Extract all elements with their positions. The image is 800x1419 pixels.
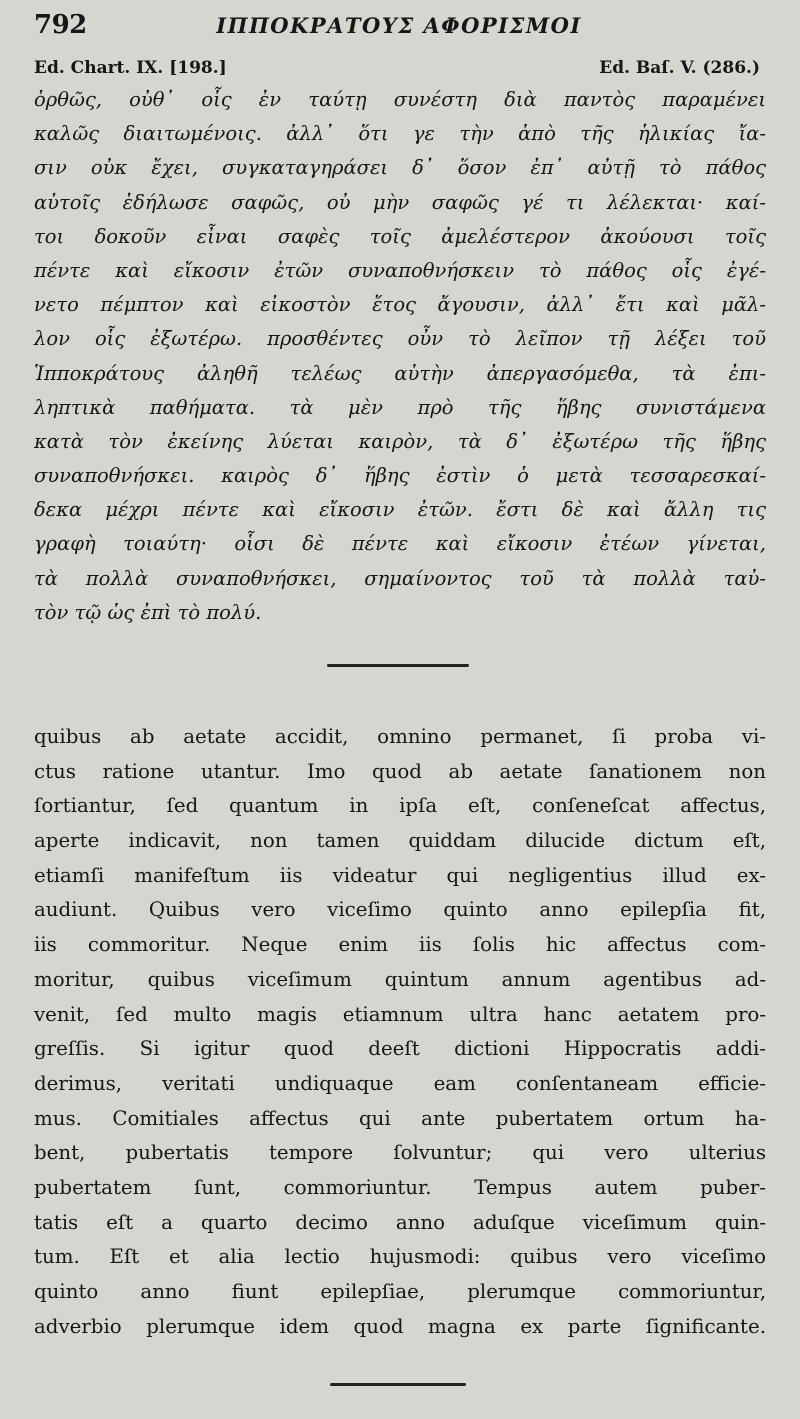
greek-line: τὸν τῷ ὡς ἐπὶ τὸ πολύ. [34, 600, 262, 624]
latin-line: iis commoritur. Neque enim iis ſolis hic affectus com- [34, 933, 766, 957]
latin-text-block [34, 720, 766, 1344]
latin-line: audiunt. Quibus vero viceſimo quinto anno epilepſia fit, [34, 898, 766, 922]
page-number: 792 [34, 10, 87, 40]
greek-text-block [34, 83, 766, 630]
greek-line: σιν οὐκ ἔχει, συγκαταγηράσει δ᾽ ὅσον ἐπ᾽ αὐτῇ τὸ πάθος [34, 156, 766, 180]
latin-line: ſortiantur, ſed quantum in ipſa eſt, conſeneſcat affectus, [34, 794, 766, 818]
latin-line: tum. Eſt et alia lectio hujusmodi: quibus vero viceſimo [34, 1245, 766, 1269]
latin-line: greſſis. Si igitur quod deeſt dictioni Hippocratis addi- [34, 1037, 766, 1061]
latin-line: pubertatem ſunt, commoriuntur. Tempus autem puber- [34, 1175, 766, 1199]
greek-line: αὐτοῖς ἐδήλωσε σαφῶς, οὐ μὴν σαφῶς γέ τι λέλεκται· καί- [34, 190, 766, 214]
latin-line: adverbio plerumque idem quod magna ex parte ſignificante. [34, 1314, 766, 1338]
closing-rule [330, 1383, 466, 1386]
greek-line: συναποθνήσκει. καιρὸς δ᾽ ἥβης ἐστὶν ὁ μετὰ τεσσαρεσκαί- [34, 464, 766, 488]
greek-line: ληπτικὰ παθήματα. τὰ μὲν πρὸ τῆς ἥβης συνιστάμενα [34, 395, 766, 419]
running-head [34, 10, 764, 46]
greek-line: νετο πέμπτον καὶ εἰκοστὸν ἔτος ἄγουσιν, ἀλλ᾽ ἔτι καὶ μᾶλ- [34, 293, 766, 317]
greek-line: δεκα μέχρι πέντε καὶ εἴκοσιν ἐτῶν. ἔστι δὲ καὶ ἄλλη τις [34, 498, 766, 522]
greek-line: καλῶς διαιτωμένοις. ἀλλ᾽ ὅτι γε τὴν ἀπὸ τῆς ἡλικίας ἴα- [34, 122, 766, 146]
greek-line: λον οἷς ἐξωτέρω. προσθέντες οὖν τὸ λεῖπον τῇ λέξει τοῦ [34, 327, 766, 351]
greek-line: τοι δοκοῦν εἶναι σαφὲς τοῖς ἀμελέστερον ἀκούουσι τοῖς [34, 224, 766, 248]
latin-line: ctus ratione utantur. Imo quod ab aetate ſanationem non [34, 759, 766, 783]
greek-line: κατὰ τὸν ἐκείνης λύεται καιρὸν, τὰ δ᾽ ἐξωτέρω τῆς ἥβης [34, 429, 766, 453]
edition-right: Ed. Baſ. V. (286.) [599, 58, 760, 78]
greek-line: τὰ πολλὰ συναποθνήσκει, σημαίνοντος τοῦ τὰ πολλὰ ταὐ- [34, 566, 766, 590]
edition-left: Ed. Chart. IX. [198.] [34, 58, 227, 78]
greek-line: γραφὴ τοιαύτη· οἷσι δὲ πέντε καὶ εἴκοσιν ἐτέων γίνεται, [34, 532, 766, 556]
latin-line: etiamſi manifeſtum iis videatur qui negligentius illud ex- [34, 863, 766, 887]
latin-line: mus. Comitiales affectus qui ante pubertatem ortum ha- [34, 1106, 766, 1130]
page-title: ΙΠΠΟΚΡΑΤΟΥΣ ΑΦΟΡΙΣΜΟΙ [216, 13, 582, 38]
latin-line: moritur, quibus viceſimum quintum annum agentibus ad- [34, 967, 766, 991]
greek-line: Ἱπποκράτους ἀληθῆ τελέως αὐτὴν ἀπεργασόμεθα, τὰ ἐπι- [34, 361, 766, 385]
greek-line: ὀρθῶς, οὐθ᾽ οἷς ἐν ταύτῃ συνέστη διὰ παντὸς παραμένει [34, 88, 766, 111]
latin-line: aperte indicavit, non tamen quiddam dilucide dictum eſt, [34, 829, 766, 853]
latin-line: venit, ſed multo magis etiamnum ultra hanc aetatem pro- [34, 1002, 766, 1026]
latin-line: quibus ab aetate accidit, omnino permanet, ſi proba vi- [34, 725, 766, 748]
latin-line: quinto anno fiunt epilepſiae, plerumque commoriuntur, [34, 1280, 766, 1303]
latin-line: bent, pubertatis tempore ſolvuntur; qui vero ulterius [34, 1141, 766, 1165]
latin-line: tatis eſt a quarto decimo anno aduſque viceſimum quin- [34, 1210, 766, 1234]
latin-line: derimus, veritati undiquaque eam conſentaneam efficie- [34, 1071, 766, 1095]
section-divider [327, 664, 469, 667]
greek-line: πέντε καὶ εἴκοσιν ἐτῶν συναποθνήσκειν τὸ πάθος οἷς ἐγέ- [34, 258, 766, 282]
